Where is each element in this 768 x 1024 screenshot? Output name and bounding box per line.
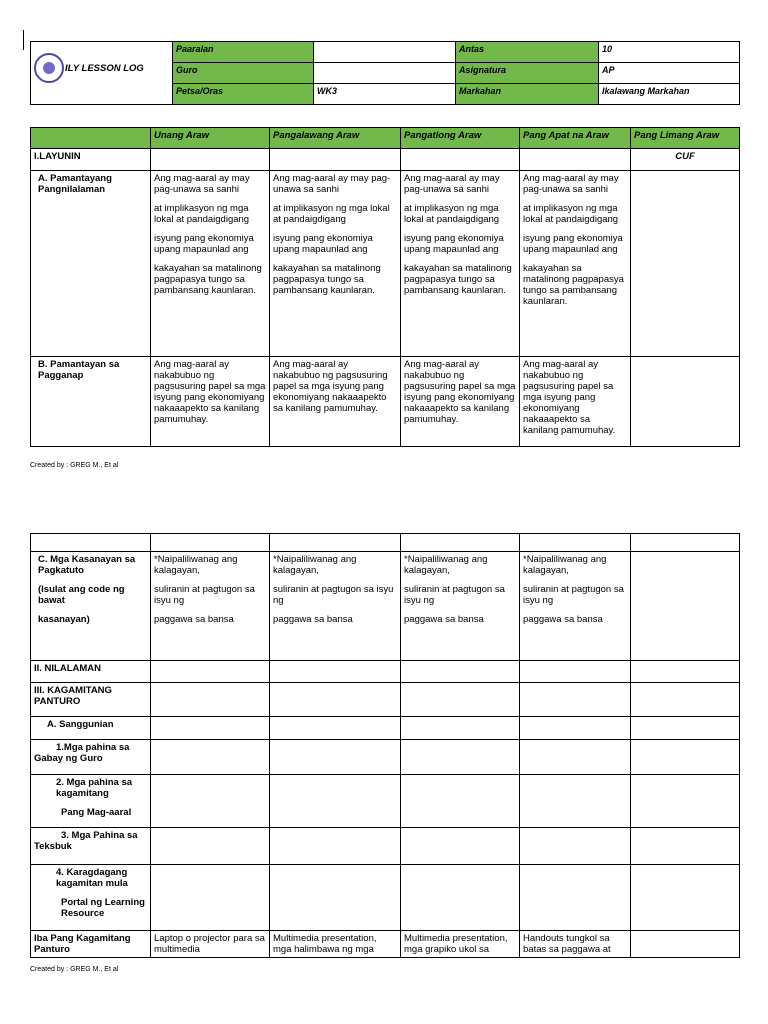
kasanayan-label: C. Mga Kasanayan sa Pagkatuto (Isulat ang code ng bawat kasanayan) (31, 552, 151, 661)
table-cell[interactable] (270, 865, 401, 931)
layunin-heading: I.LAYUNIN (31, 149, 151, 171)
teksbuk-label: 3. Mga Pahina sa Teksbuk (31, 828, 151, 865)
table-cell[interactable]: Ang mag-aaral ay may pag-unawa sa sanhi at implikasyon ng mga lokal at pandaigdigang isyung pang ekonomiya upang mapaunlad ang kakayahan sa matalinong pagpapasya tungo sa pambansang kaunlaran. (520, 171, 631, 357)
table-cell[interactable] (401, 661, 520, 683)
table-cell[interactable] (520, 740, 631, 775)
table-cell[interactable] (270, 149, 401, 171)
day-header: Pangatlong Araw (401, 128, 520, 149)
page-footer: Created by : GREG M., Et al (30, 462, 119, 469)
table-cell[interactable] (151, 828, 270, 865)
document-title: ILY LESSON LOG (65, 63, 144, 74)
table-cell[interactable] (401, 828, 520, 865)
table-cell[interactable] (520, 865, 631, 931)
paaralan-value[interactable] (314, 42, 456, 63)
day-header: Unang Araw (151, 128, 270, 149)
table-cell (151, 534, 270, 552)
table-cell[interactable]: *Naipaliliwanag ang kalagayan, suliranin at pagtugon sa isyu ng paggawa sa bansa (401, 552, 520, 661)
guro-label: Guro (173, 63, 314, 84)
gabay-ng-guro-label: 1.Mga pahina sa Gabay ng Guro (31, 740, 151, 775)
table-cell[interactable]: Ang mag-aaral ay may pag-unawa sa sanhi at implikasyon ng mga lokal at pandaigdigang isyung pang ekonomiya upang mapaunlad ang kakayahan sa matalinong pagpapasya tungo sa pambansang kaunlaran. (270, 171, 401, 357)
asignatura-label: Asignatura (456, 63, 599, 84)
table-cell[interactable] (631, 357, 740, 447)
table-cell[interactable] (631, 931, 740, 958)
day-header: Pangalawang Araw (270, 128, 401, 149)
antas-value[interactable]: 10 (599, 42, 740, 63)
table-cell[interactable] (631, 171, 740, 357)
table-cell[interactable] (631, 775, 740, 828)
nilalaman-heading: II. NILALAMAN (31, 661, 151, 683)
table-cell[interactable] (151, 149, 270, 171)
table-cell[interactable]: Ang mag-aaral ay nakabubuo ng pagsusuring papel sa mga isyung pang ekonomiyang nakaaapekto sa kanilang pamumuhay. (401, 357, 520, 447)
table-cell[interactable] (520, 149, 631, 171)
kagamitang-panturo-heading: III. KAGAMITANG PANTURO (31, 683, 151, 717)
table-cell[interactable]: *Naipaliliwanag ang kalagayan, suliranin at pagtugon sa isyu ng paggawa sa bansa (270, 552, 401, 661)
table-cell (270, 534, 401, 552)
pamantayang-pangnilalaman-label: A. Pamantayang Pangnilalaman (31, 171, 151, 357)
paaralan-label: Paaralan (173, 42, 314, 63)
table-cell[interactable] (520, 775, 631, 828)
table-cell[interactable] (151, 740, 270, 775)
petsa-value[interactable]: WK3 (314, 84, 456, 105)
table-cell[interactable] (631, 661, 740, 683)
table-cell[interactable] (631, 740, 740, 775)
table-cell[interactable]: Ang mag-aaral ay nakabubuo ng pagsusuring papel sa mga isyung pang ekonomiyang nakaaapekto sa kanilang pamumuhay. (520, 357, 631, 447)
table-cell[interactable]: Ang mag-aaral ay may pag-unawa sa sanhi at implikasyon ng mga lokal at pandaigdigang isyung pang ekonomiya upang mapaunlad ang kakayahan sa matalinong pagpapasya tungo sa pambansang kaunlaran. (151, 171, 270, 357)
table-cell[interactable] (270, 661, 401, 683)
text-cursor (23, 30, 24, 50)
table-cell[interactable]: Multimedia presentation, mga halimbawa ng mga (270, 931, 401, 958)
table-cell[interactable]: Ang mag-aaral ay may pag-unawa sa sanhi at implikasyon ng mga lokal at pandaigdigang isyung pang ekonomiya upang mapaunlad ang kakayahan sa matalinong pagpapasya tungo sa pambansang kaunlaran. (401, 171, 520, 357)
kasanayan-table (30, 533, 740, 958)
day-header: Pang Limang Araw (631, 128, 740, 149)
table-cell[interactable] (401, 775, 520, 828)
markahan-label: Markahan (456, 84, 599, 105)
table-cell[interactable]: Multimedia presentation, mga grapiko ukol sa (401, 931, 520, 958)
table-cell[interactable] (520, 683, 631, 717)
table-cell[interactable] (520, 717, 631, 740)
lesson-log-header (30, 41, 740, 105)
antas-label: Antas (456, 42, 599, 63)
markahan-value[interactable]: Ikalawang Markahan (599, 84, 740, 105)
table-cell[interactable] (631, 683, 740, 717)
table-cell[interactable]: Laptop o projector para sa multimedia (151, 931, 270, 958)
day-header: Pang Apat na Araw (520, 128, 631, 149)
table-cell[interactable] (151, 717, 270, 740)
table-cell[interactable] (270, 828, 401, 865)
table-cell[interactable] (151, 775, 270, 828)
table-cell[interactable] (631, 552, 740, 661)
table-cell[interactable]: *Naipaliliwanag ang kalagayan, suliranin at pagtugon sa isyu ng paggawa sa bansa (520, 552, 631, 661)
table-cell[interactable]: *Naipaliliwanag ang kalagayan, suliranin at pagtugon sa isyu ng paggawa sa bansa (151, 552, 270, 661)
table-cell[interactable] (151, 865, 270, 931)
table-cell[interactable] (151, 683, 270, 717)
karagdagang-kagamitan-label: 4. Karagdagang kagamitan mula Portal ng Learning Resource (31, 865, 151, 931)
table-cell[interactable] (520, 661, 631, 683)
table-cell[interactable] (631, 828, 740, 865)
table-cell[interactable] (401, 740, 520, 775)
table-cell[interactable] (151, 661, 270, 683)
asignatura-value[interactable]: AP (599, 63, 740, 84)
table-cell (631, 534, 740, 552)
page-footer: Created by : GREG M., Et al (30, 966, 119, 973)
petsa-label: Petsa/Oras (173, 84, 314, 105)
deped-seal-icon (34, 53, 64, 83)
table-cell[interactable] (401, 717, 520, 740)
table-cell[interactable] (401, 149, 520, 171)
logo-title-cell (31, 42, 173, 105)
guro-value[interactable] (314, 63, 456, 84)
table-cell (520, 534, 631, 552)
pamantayan-sa-pagganap-label: B. Pamantayan sa Pagganap (31, 357, 151, 447)
table-cell[interactable] (520, 828, 631, 865)
table-cell (401, 534, 520, 552)
sanggunian-heading: A. Sanggunian (31, 717, 151, 740)
table-cell[interactable] (401, 683, 520, 717)
table-cell[interactable]: Ang mag-aaral ay nakabubuo ng pagsusuring papel sa mga isyung pang ekonomiyang nakaaapekto sa kanilang pamumuhay. (151, 357, 270, 447)
table-cell[interactable] (631, 717, 740, 740)
table-cell[interactable] (270, 683, 401, 717)
table-cell[interactable] (631, 865, 740, 931)
layunin-table (30, 127, 740, 447)
table-cell (31, 534, 151, 552)
cuf-label: CUF (631, 149, 740, 171)
table-cell[interactable] (401, 865, 520, 931)
iba-pang-kagamitan-label: Iba Pang Kagamitang Panturo (31, 931, 151, 958)
corner-cell (31, 128, 151, 149)
table-cell[interactable] (270, 775, 401, 828)
kagamitang-pang-mag-aaral-label: 2. Mga pahina sa kagamitang Pang Mag-aaral (31, 775, 151, 828)
table-cell[interactable] (270, 740, 401, 775)
table-cell[interactable]: Ang mag-aaral ay nakabubuo ng pagsusuring papel sa mga isyung pang ekonomiyang nakaaapekto sa kanilang pamumuhay. (270, 357, 401, 447)
table-cell[interactable]: Handouts tungkol sa batas sa paggawa at (520, 931, 631, 958)
table-cell[interactable] (270, 717, 401, 740)
